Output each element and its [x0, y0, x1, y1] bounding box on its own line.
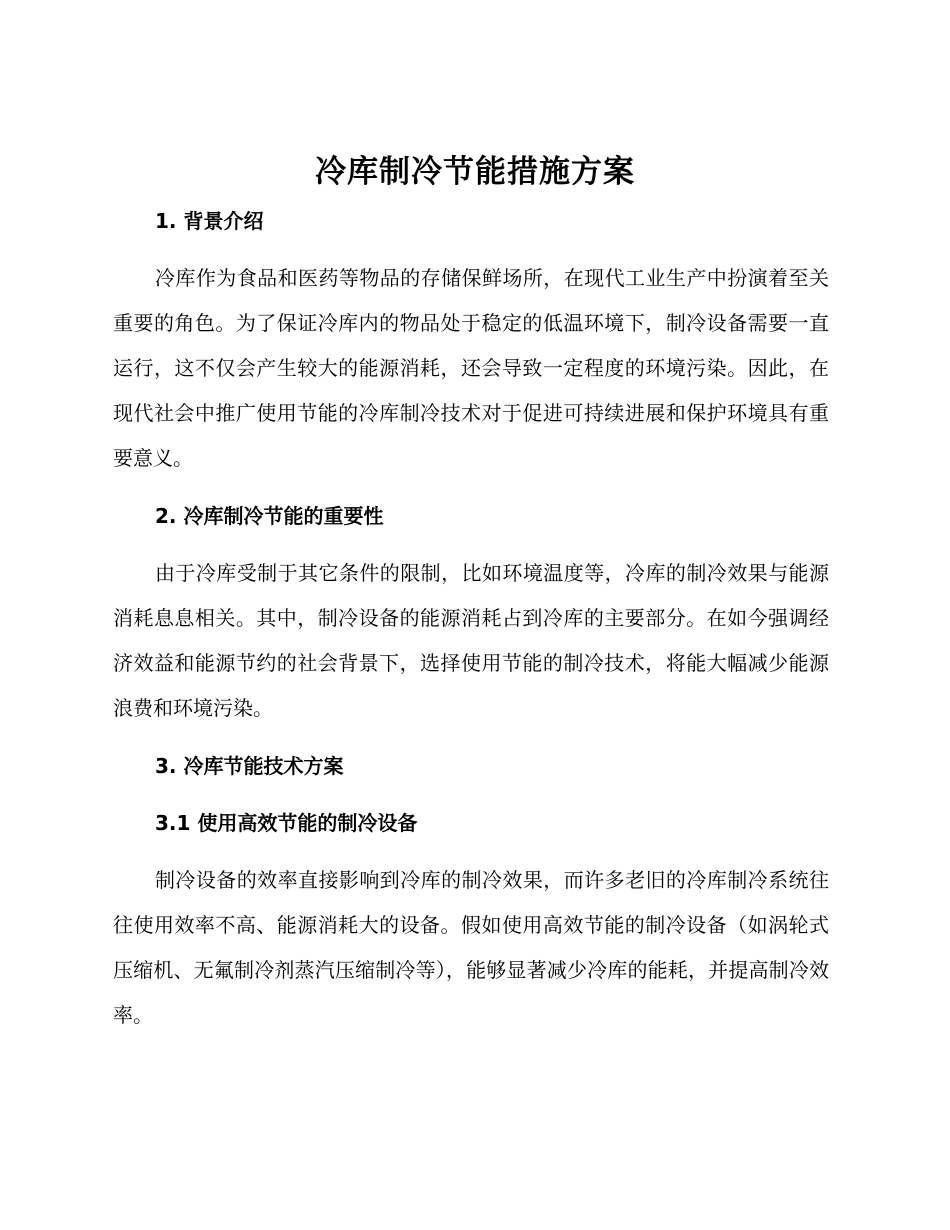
subsection-paragraph-efficient-equipment: 制冷设备的效率直接影响到冷库的制冷效果，而许多老旧的冷库制冷系统往往使用效率不高、能源消耗大的设备。假如使用高效节能的制冷设备（如涡轮式压缩机、无氟制冷剂蒸汽压缩制冷等），能够显著减少冷库的能耗，并提高制冷效率。 — [113, 868, 829, 1027]
section-heading-technical-plan: 3. 冷库节能技术方案 — [155, 754, 344, 778]
section-heading-background: 1. 背景介绍 — [155, 209, 264, 233]
subsection-heading-efficient-equipment: 3.1 使用高效节能的制冷设备 — [155, 811, 418, 835]
document-title: 冷库制冷节能措施方案 — [315, 154, 635, 190]
section-heading-importance: 2. 冷库制冷节能的重要性 — [155, 504, 384, 528]
section-paragraph-importance: 由于冷库受制于其它条件的限制，比如环境温度等，冷库的制冷效果与能源消耗息息相关。其中，制冷设备的能源消耗占到冷库的主要部分。在如今强调经济效益和能源节约的社会背景下，选择使用节能的制冷技术，将能大幅减少能源浪费和环境污染。 — [113, 561, 829, 720]
section-paragraph-background: 冷库作为食品和医药等物品的存储保鲜场所，在现代工业生产中扮演着至关重要的角色。为了保证冷库内的物品处于稳定的低温环境下，制冷设备需要一直运行，这不仅会产生较大的能源消耗，还会导致一定程度的环境污染。因此，在现代社会中推广使用节能的冷库制冷技术对于促进可持续进展和保护环境具有重要意义。 — [113, 266, 829, 470]
